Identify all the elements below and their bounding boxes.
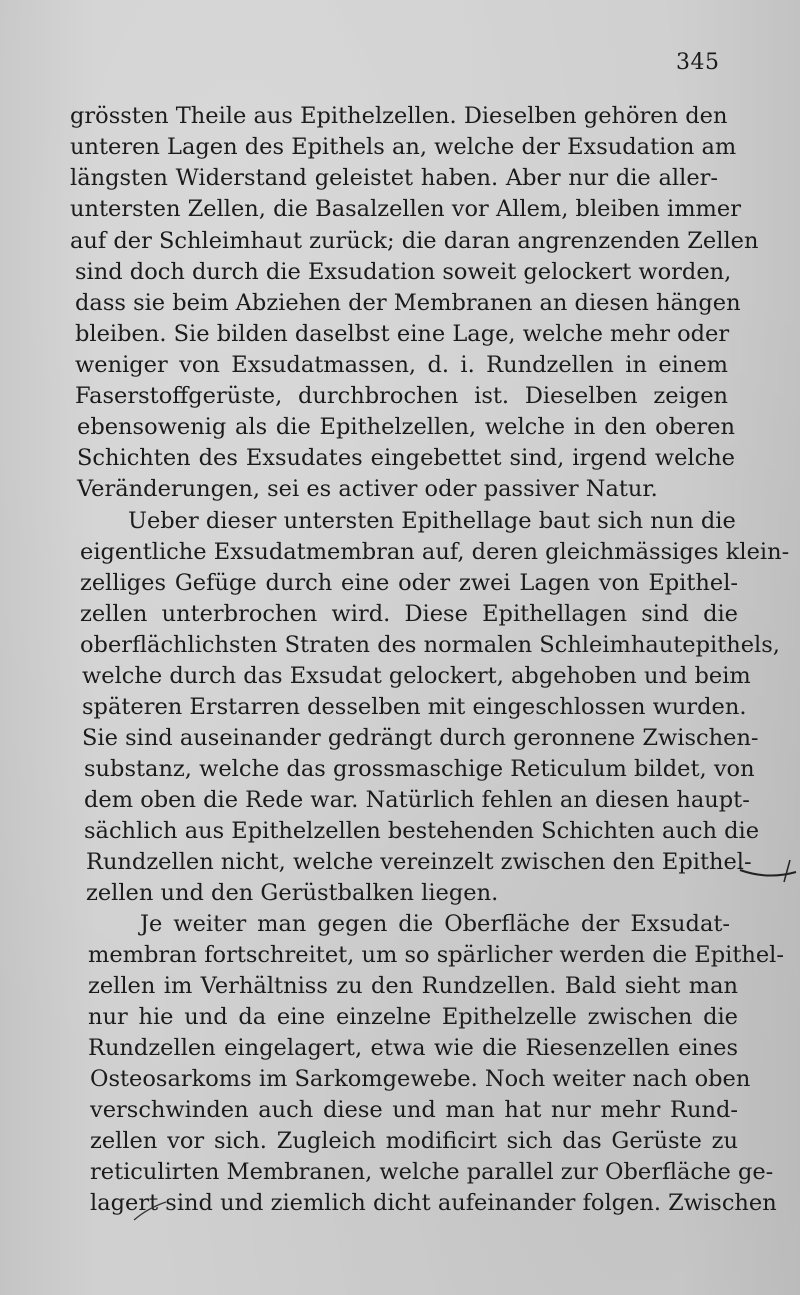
text-line: Schichten des Exsudates eingebettet sind, irgend welche: [77, 445, 735, 471]
text-line: sind doch durch die Exsudation soweit gelockert worden,: [75, 259, 732, 285]
text-line: ebensowenig als die Epithelzellen, welche in den oberen: [77, 414, 735, 440]
text-line: Ueber dieser untersten Epithellage baut sich nun die: [128, 508, 736, 534]
text-line: Sie sind auseinander gedrängt durch geronnene Zwischen-: [82, 725, 759, 751]
text-line: untersten Zellen, die Basalzellen vor Allem, bleiben immer: [70, 196, 741, 222]
text-line: späteren Erstarren desselben mit eingeschlossen wurden.: [82, 694, 747, 720]
text-line: dem oben die Rede war. Natürlich fehlen an diesen haupt-: [84, 787, 750, 813]
underline-pencil-mark: [130, 1198, 170, 1224]
text-line: auf der Schleimhaut zurück; die daran angrenzenden Zellen: [70, 228, 759, 254]
text-line: substanz, welche das grossmaschige Reticulum bildet, von: [84, 756, 755, 782]
text-line: membran fortschreitet, um so spärlicher werden die Epithel-: [88, 942, 784, 968]
text-line: nur hie und da eine einzelne Epithelzelle zwischen die: [88, 1004, 738, 1030]
text-line: längsten Widerstand geleistet haben. Aber nur die aller-: [70, 165, 718, 191]
text-line: zellen vor sich. Zugleich modificirt sich das Gerüste zu: [90, 1128, 738, 1154]
text-line: reticulirten Membranen, welche parallel zur Oberfläche ge-: [90, 1159, 774, 1185]
text-line: unteren Lagen des Epithels an, welche der Exsudation am: [70, 134, 737, 160]
text-line: zellen unterbrochen wird. Diese Epithellagen sind die: [80, 601, 738, 627]
text-line: oberflächlichsten Straten des normalen Schleimhautepithels,: [80, 632, 780, 658]
text-line: grössten Theile aus Epithelzellen. Dieselben gehören den: [70, 103, 728, 129]
text-line: sächlich aus Epithelzellen bestehenden Schichten auch die: [84, 818, 760, 844]
text-line: verschwinden auch diese und man hat nur mehr Rund-: [90, 1097, 738, 1123]
text-line: Rundzellen eingelagert, etwa wie die Riesenzellen eines: [88, 1035, 738, 1061]
text-line: Veränderungen, sei es activer oder passiver Natur.: [77, 476, 658, 502]
text-line: eigentliche Exsudatmembran auf, deren gleichmässiges klein-: [80, 539, 790, 565]
text-line: Rundzellen nicht, welche vereinzelt zwischen den Epithel-: [86, 849, 752, 875]
margin-pencil-mark: [738, 856, 800, 886]
text-line: zellen im Verhältniss zu den Rundzellen. Bald sieht man: [88, 973, 738, 999]
text-line: Faserstoffgerüste, durchbrochen ist. Dieselben zeigen: [75, 383, 728, 409]
text-line: weniger von Exsudatmassen, d. i. Rundzellen in einem: [75, 352, 728, 378]
text-line: zelliges Gefüge durch eine oder zwei Lagen von Epithel-: [80, 570, 738, 596]
text-line: Osteosarkoms im Sarkomgewebe. Noch weiter nach oben: [90, 1066, 751, 1092]
text-line: bleiben. Sie bilden daselbst eine Lage, welche mehr oder: [75, 321, 730, 347]
page-number: 345: [676, 50, 720, 75]
text-line: zellen und den Gerüstbalken liegen.: [86, 880, 499, 906]
text-line: Je weiter man gegen die Oberfläche der Exsudat-: [140, 911, 730, 937]
text-line: welche durch das Exsudat gelockert, abgehoben und beim: [82, 663, 751, 689]
text-line: dass sie beim Abziehen der Membranen an diesen hängen: [75, 290, 741, 316]
text-line: lagert sind und ziemlich dicht aufeinander folgen. Zwischen: [90, 1190, 777, 1216]
